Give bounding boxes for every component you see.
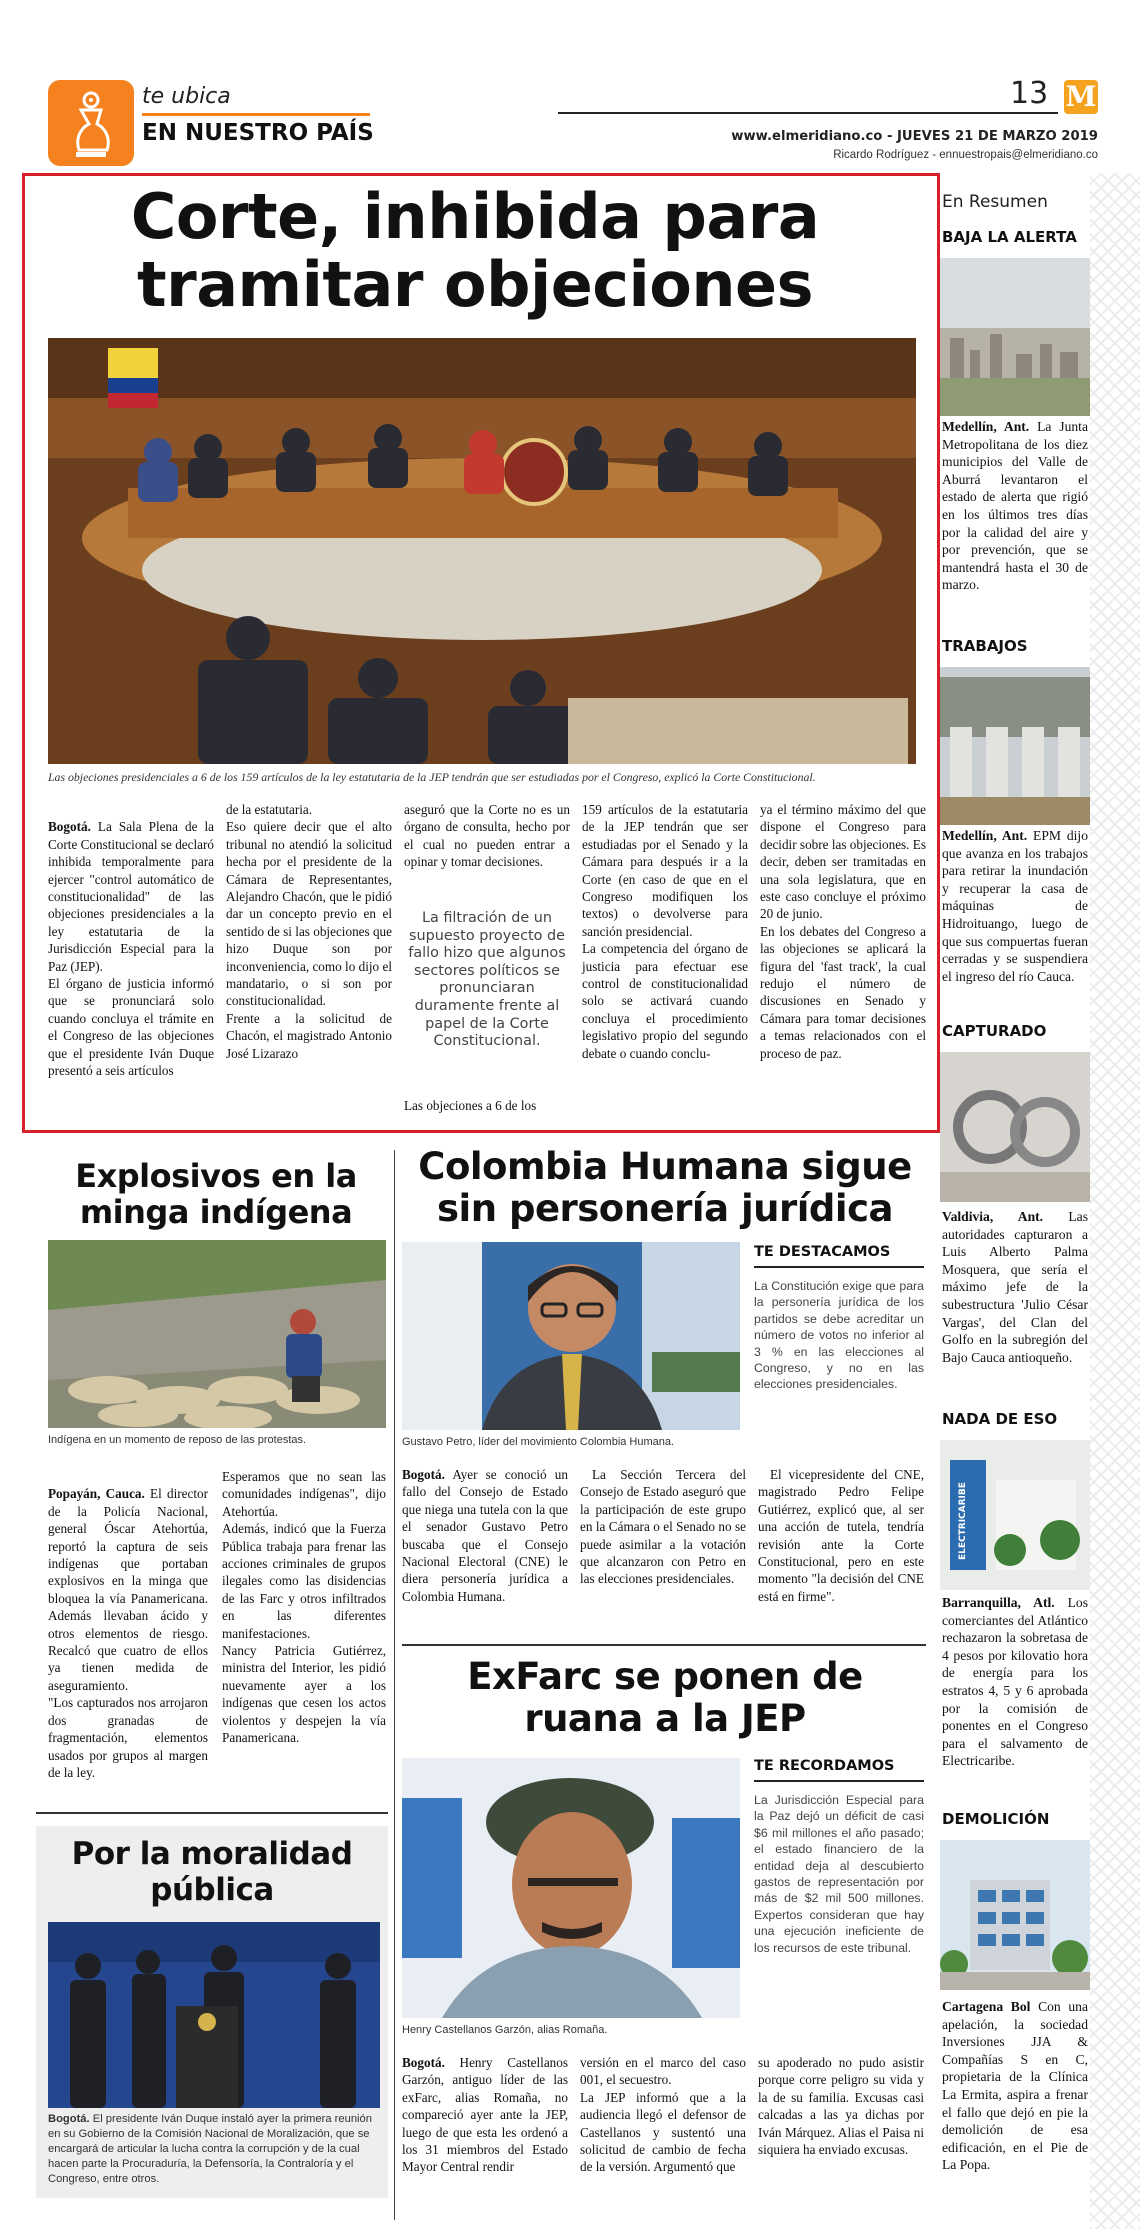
- brand-logo: [1064, 80, 1098, 114]
- column-divider: [394, 1150, 395, 2220]
- explosivos-rule: [36, 1812, 388, 1814]
- lead-col-3-bottom: Las objeciones a 6 de los: [404, 1098, 537, 1113]
- moralidad-headline-1: Por la moralidad: [71, 1836, 353, 1872]
- lead-col-1: [48, 801, 214, 1080]
- sidebar-label-nada: NADA DE ESO: [942, 1410, 1058, 1428]
- ch-box-rule: [754, 1266, 924, 1268]
- lead-col-2: de la estatutaria. Eso quiere decir que el alto tribunal no atendió la solicitud hecha por el presidente de la Cámara de Representantes, Alejandro Chacón, que le pidió dar un concepto previo en el sentido de si las objeciones que hizo Duque son por inconveniencia, como lo dijo el mandatario, o si son por constitucionalidad. Frente a la solicitud de Chacón, el magistrado Antonio José Lizarazo: [226, 802, 392, 1061]
- sidebar-label-alerta: BAJA LA ALERTA: [942, 228, 1077, 246]
- moralidad-caption-dateline: Bogotá.: [48, 2113, 90, 2125]
- author-line: Ricardo Rodríguez - ennuestropais@elmeridiano.co: [833, 149, 1098, 161]
- moralidad-headline-2: pública: [150, 1872, 274, 1908]
- ch-headline-1: Colombia Humana sigue: [418, 1145, 912, 1188]
- ch-caption: Gustavo Petro, líder del movimiento Colombia Humana.: [402, 1436, 675, 1448]
- sidebar-photo-nada: [940, 1440, 1090, 1590]
- lead-col-4: 159 artículos de la estatutaria de la JEP tendrán que ser estudiadas por el Senado y la Cámara para después ir a la Corte (en caso de que en el Congreso modifiquen los textos) o devolverse para sanción presidencial. La competencia del órgano de justicia para efectuar ese control de constitucionalidad solo se activará cuando concluya el procedimiento legislativo propio del segundo debate o cuando conclu-: [582, 802, 748, 1061]
- sidebar-body-nada: Los comerciantes del Atlántico rechazaron la sobretasa de 4 pesos por kilovatio hora de energía para los estratos 4, 5 y 6 aprobada por la comisión de ponentes en el Congreso para el salvamento de Electricaribe.: [942, 1595, 1088, 1769]
- page-number: 13: [1010, 76, 1049, 111]
- section-tag-small: te ubica: [142, 84, 231, 109]
- exfarc-col-1-text: Henry Castellanos Garzón, antiguo líder de las exFarc, alias Romaña, no compareció ayer ante la JEP, luego de que esta les ordenó a los 31 miembros del Estado Mayor Central rendir: [402, 2055, 568, 2175]
- exfarc-dateline: Bogotá.: [402, 2055, 445, 2070]
- pullquote: La filtración de un supuesto proyecto de fallo hizo que algunos sectores políticos se pronunciaran duramente frente al papel de la Corte Constitucional.: [408, 910, 566, 1050]
- ch-col-1-text: Ayer se conoció un fallo del Consejo de Estado que niega una tutela con la que el senador Gustavo Petro buscaba que el Consejo Nacional Electoral (CNE) le diera personería jurídica a Colombia Humana.: [402, 1467, 568, 1604]
- exfarc-box-title: TE RECORDAMOS: [754, 1758, 895, 1774]
- sidebar-body-alerta: La Junta Metropolitana de los diez municipios del Valle de Aburrá levantaron el estado de alerta que rigió en los últimos tres días por la calidad del aire y por prevención, que se mantendrá hasta el 30 de marzo.: [942, 419, 1088, 593]
- explosivos-headline-2: minga indígena: [79, 1193, 353, 1231]
- sidebar-photo-demolicion: [940, 1840, 1090, 1990]
- sidebar-text-capturado: [942, 1208, 1088, 1366]
- sidebar-photo-nada-sign: ELECTRICARIBE: [958, 1482, 968, 1560]
- sidebar-body-capturado: Las autoridades capturaron a Luis Alberto Palma Mosquera, que sería el máximo jefe de la subestructura 'Julio César Vargas', del Clan del Golfo en la subregión del Bajo Cauca antioqueño.: [942, 1209, 1089, 1365]
- ch-box-text: La Constitución exige que para la personería jurídica de los partidos se debe acreditar un número de votos no inferior al 3 % en las elecciones al Congreso, y no en las elecciones presidenciales.: [754, 1279, 924, 1392]
- ch-col-2: La Sección Tercera del Consejo de Estado aseguró que la participación de este grupo en la Cámara o el Senado no se puede asimilar a la votación que alcanzaron con Petro en las elecciones presidenciales.: [580, 1467, 746, 1587]
- exfarc-col-2: versión en el marco del caso 001, el secuestro. La JEP informó que a la audiencia llegó el defensor de Castellanos y sustentó una solicitud de cambio de fecha de la versión. Argumentó que: [580, 2055, 746, 2175]
- explosivos-headline-1: Explosivos en la: [75, 1157, 357, 1195]
- sidebar-photo-alerta: [940, 258, 1090, 416]
- lead-caption: Las objeciones presidenciales a 6 de los 159 artículos de la ley estatutaria de la JEP tendrán que ser estudiadas por el Congreso, explicó la Corte Constitucional.: [48, 770, 816, 784]
- sidebar-place-alerta: Medellín, Ant.: [942, 419, 1030, 434]
- exfarc-col-3: su apoderado no pudo asistir porque corre peligro su vida y la de su familia. Excusas casi calcadas a las ya dichas por Iván Márquez. Alias el Paisa ni siquiera ha enviado excusas.: [758, 2055, 924, 2158]
- sidebar-text-demolicion: [942, 1998, 1088, 2174]
- explosivos-col-1: [48, 1468, 208, 1781]
- section-divider: [142, 113, 370, 116]
- header-rule: [558, 112, 1058, 114]
- section-logo: [48, 80, 134, 166]
- lead-col-1-dateline: Bogotá.: [48, 819, 91, 835]
- sidebar-label-trabajos: TRABAJOS: [942, 637, 1028, 655]
- exfarc-headline-1: ExFarc se ponen de: [467, 1655, 863, 1698]
- exfarc-col-1: [402, 2054, 568, 2176]
- lead-col-1-text: La Sala Plena de la Corte Constitucional se declaró inhibida temporalmente para ejercer "control automático de constitucionalidad" de las objeciones presidenciales a la ley estatutaria de la Jurisdicción Especial para la Paz (JEP). El órgano de justicia informó que se pronunciará solo cuando concluya el trámite en el Congreso de las objeciones que el presidente Iván Duque presentó a seis artículos: [48, 819, 214, 1079]
- trophy-icon: [48, 80, 134, 166]
- sidebar-label-demolicion: DEMOLICIÓN: [942, 1810, 1050, 1828]
- ch-col-1: [402, 1466, 568, 1605]
- explosivos-photo: [48, 1240, 386, 1428]
- sidebar-text-trabajos: [942, 827, 1088, 985]
- moralidad-caption: [48, 2112, 382, 2187]
- ch-box-title: TE DESTACAMOS: [754, 1244, 891, 1260]
- exfarc-headline-2: ruana a la JEP: [524, 1697, 806, 1740]
- ch-photo: [402, 1242, 740, 1430]
- sidebar-text-nada: [942, 1594, 1088, 1770]
- lead-col-5: ya el término máximo del que dispone el Congreso para decidir sobre las objeciones. Es decir, deben ser tramitadas en una sola legislatura, que en este caso concluye el próximo 20 de junio. En los debates del Congreso a las objeciones se aplicará la figura del 'fast track', la cual redujo el número de discusiones en Senado y Cámara para tomar decisiones a temas relacionados con el proceso de paz.: [760, 802, 926, 1061]
- moralidad-caption-text: El presidente Iván Duque instaló ayer la primera reunión en su Gobierno de la Comisión Nacional de Moralización, que se encargará de articular la lucha contra la corrupción y de la cual hacen parte la Procuraduría, la Defensoría, la Contraloría y el Congreso, entre otros.: [48, 2113, 372, 2185]
- sidebar-text-alerta: [942, 418, 1088, 594]
- sidebar-label-capturado: CAPTURADO: [942, 1022, 1047, 1040]
- moralidad-photo: [48, 1922, 380, 2108]
- sidebar-title: En Resumen: [942, 192, 1048, 212]
- sidebar-photo-capturado: [940, 1052, 1090, 1202]
- lead-headline-2: tramitar objeciones: [136, 248, 813, 321]
- exfarc-caption: Henry Castellanos Garzón, alias Romaña.: [402, 2024, 608, 2036]
- lead-col-3-top: aseguró que la Corte no es un órgano de consulta, hecho por el cual no pueden entrar a opinar y tomar decisiones.: [404, 802, 570, 870]
- ch-headline-2: sin personería jurídica: [437, 1187, 893, 1230]
- sidebar-place-trabajos: Medellín, Ant.: [942, 828, 1028, 843]
- sidebar-photo-trabajos: [940, 667, 1090, 825]
- exfarc-photo: [402, 1758, 740, 2018]
- sidebar-place-demolicion: Cartagena Bol: [942, 1999, 1031, 2014]
- explosivos-col-2: Esperamos que no sean las comunidades indígenas", dijo Atehortúa. Además, indicó que la Fuerza Pública trabaja para frenar las acciones criminales de grupos ilegales como las disidencias de las Farc y otros infiltrados en las diferentes manifestaciones. Nancy Patricia Gutiérrez, ministra del Interior, les pidió nuevamente ayer a los indígenas que cesen los actos violentos y despejen la vía Panamericana.: [222, 1469, 386, 1746]
- brand-logo-letter: M: [1065, 80, 1097, 113]
- section-tag-big: EN NUESTRO PAÍS: [142, 120, 374, 146]
- exfarc-box-rule: [754, 1780, 924, 1782]
- sidebar-place-capturado: Valdivia, Ant.: [942, 1209, 1044, 1224]
- sidebar-body-demolicion: Con una apelación, la sociedad Inversiones JJA & Compañías S en C, propietaria de la Clínica La Ermita, aspira a frenar el fallo que dejó en pie la demolición de esa edificación, en el Pie de La Popa.: [942, 1999, 1088, 2173]
- lead-photo: [48, 338, 916, 764]
- explosivos-caption: Indígena en un momento de reposo de las protestas.: [48, 1434, 307, 1446]
- lead-headline-1: Corte, inhibida para: [130, 180, 820, 253]
- ch-col-3: El vicepresidente del CNE, magistrado Pedro Felipe Gutiérrez, explicó que, al ser una acción de tutela, tendría revisión ante la Corte Constitucional, pero en este momento "la decisión del CNE está en firme".: [758, 1467, 924, 1604]
- explosivos-dateline: Popayán, Cauca.: [48, 1486, 145, 1502]
- ch-rule: [402, 1644, 926, 1646]
- exfarc-box-text: La Jurisdicción Especial para la Paz dejó un déficit de casi $6 mil millones el año pasado; el estado financiero de la entidad deja al descubierto gastos de representación por más de $2 mil 500 millones. Expertos consideran que hay una ejecución ineficiente de los recursos de este tribunal.: [754, 1793, 924, 1955]
- sidebar-place-nada: Barranquilla, Atl.: [942, 1595, 1055, 1610]
- site-date: www.elmeridiano.co - JUEVES 21 DE MARZO 2019: [731, 129, 1098, 144]
- sidebar-background: [1090, 173, 1140, 2229]
- sidebar-body-trabajos: EPM dijo que avanza en los trabajos para retirar la inundación y recuperar la casa de máquinas de Hidroituango, luego de que sus compuertas fueran cerradas y se suspendiera el ingreso del río Cauca.: [942, 828, 1088, 984]
- ch-dateline: Bogotá.: [402, 1467, 445, 1482]
- explosivos-col-1-text: El director de la Policía Nacional, general Óscar Atehortúa, reportó la captura de seis indígenas que portaban explosivos en la minga que bloquea la vía Panamericana. Además llevaban ácido y otros elementos de riesgo. Recalcó que cuatro de ellos ya tienen medida de aseguramiento. "Los capturados nos arrojaron dos granadas de fragmentación, elementos usados por grupos al margen de la ley.: [48, 1486, 209, 1780]
